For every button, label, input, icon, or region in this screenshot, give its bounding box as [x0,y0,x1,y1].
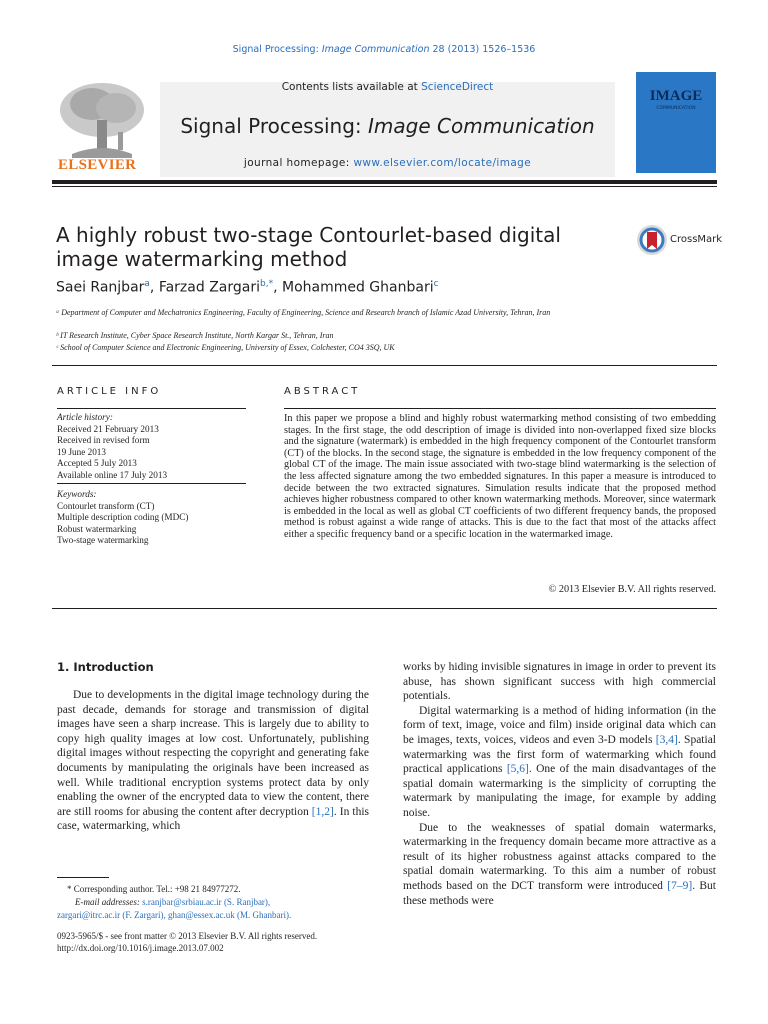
email-link[interactable]: ghan@essex.ac.uk [167,909,235,920]
keywords-label: Keywords: [57,489,97,499]
banner-journal-title: Signal Processing: Image Communication [180,114,595,138]
elsevier-wordmark: ELSEVIER [58,157,137,173]
corresponding-author: * Corresponding author. Tel.: +98 21 84977272. [67,884,241,894]
abstract-rule [284,408,716,409]
affiliation-b: ᵇ IT Research Institute, Cyber Space Research Institute, North Kargar St., Tehran, Iran [56,331,334,340]
affiliation-c: ᶜ School of Computer Science and Electronic Engineering, University of Essex, Colchester, CO4 3SQ, UK [56,343,395,352]
history-item: Received 21 February 2013 [57,423,159,434]
sciencedirect-link[interactable]: ScienceDirect [421,81,494,93]
intro-paragraph-continued: works by hiding invisible signatures in image in order to prevent its abuse, has shown significant success with high commercial potentials. [403,661,716,703]
author-name: Mohammed Ghanbari [281,279,434,296]
citation-journal: Signal Processing: [232,44,319,55]
footnotes [57,883,369,921]
keyword-item: Multiple description coding (MDC) [57,512,189,523]
crossmark-label[interactable]: CrossMark [670,234,723,245]
info-rule [57,408,246,409]
author-affil-sup[interactable]: c [433,279,439,289]
email-line-2: zargari@itrc.ac.ir (F. Zargari), ghan@essex.ac.uk (M. Ghanbari). [57,909,292,920]
keyword-item: Robust watermarking [57,523,137,534]
intro-paragraph-2: Digital watermarking is a method of hiding information (in the form of text, image, voice and film) inside original data which can be images, texts, voices, videos and even 3-D models [3,4]. Spatial watermarking was the first form of watermarking which found practical applications [5,6]. One of the main disadvantages of the spatial domain watermarking is the simplicity of corrupting the watermark by manipulating the image, for example by adding noise. [403,704,717,819]
right-column [403,660,716,908]
author-name: Saei Ranjbar [56,279,145,296]
email-link[interactable]: zargari@itrc.ac.ir [57,909,121,920]
citation-volume: 28 (2013) 1526–1536 [432,44,536,55]
citation-ref-1-2[interactable]: [1,2] [311,805,334,818]
history-item: Available online 17 July 2013 [57,469,168,480]
author-affil-sup[interactable]: b,* [260,279,274,289]
citation-ref-7-9[interactable]: [7–9] [667,879,693,892]
section-rule [52,365,717,366]
affiliation-a: ᵃ Department of Computer and Mechatronics Engineering, Faculty of Engineering, Science and Research branch of Islamic Azad University, Tehran, Iran [56,308,551,317]
cover-subtitle: COMMUNICATION [656,106,696,111]
citation-journal-italic: Image Communication [321,44,430,55]
intro-heading: 1. Introduction [57,660,154,674]
author-affil-sup[interactable]: a [144,279,150,289]
abstract-copyright: © 2013 Elsevier B.V. All rights reserved. [548,584,716,595]
history-item: Accepted 5 July 2013 [57,458,137,469]
journal-citation[interactable] [0,44,768,55]
history-rule [57,483,246,484]
issn-line: 0923-5965/$ - see front matter © 2013 Elsevier B.V. All rights reserved. [57,931,318,941]
email-link[interactable]: s.ranjbar@srbiau.ac.ir [142,896,222,907]
header-thin-rule [52,186,717,187]
intro-paragraph-3: Due to the weaknesses of spatial domain watermarks, watermarking in the frequency domain became more attractive as a result of its higher robustness against attacks compared to the spatial domain watermarking. To this aim a number of robust methods based on the DCT transform were introduced [7–9]. But these methods were [403,821,716,907]
article-history [57,412,247,482]
history-item: 19 June 2013 [57,446,106,457]
keyword-item: Contourlet transform (CT) [57,500,155,511]
footnote-rule [57,877,109,878]
keyword-item: Two-stage watermarking [57,535,149,546]
history-item: Received in revised form [57,435,150,446]
cover-title: IMAGE [649,88,703,104]
homepage-link[interactable]: www.elsevier.com/locate/image [353,157,532,169]
header-thick-rule [52,180,717,184]
email-line-1: E-mail addresses: s.ranjbar@srbiau.ac.ir (S. Ranjbar), [75,896,271,907]
intro-paragraph-1: Due to developments in the digital image technology during the past decade, demands for storage and transmission of digital images have seen a sharp increase. This is largely due to ability to copy high quality images at low cost. Unfortunately, publishing digital images without respecting the copyright and generating fake documents by manipulating the originals have been increased as well. While traditional encryption systems protect data by only enabling the owner of the encrypted data to view the content, there are still rooms for abusing the content after decryption [1,2]. In this case, watermarking, which [57,689,369,833]
paper-title: A highly robust two-stage Contourlet-based digital image watermarking method [56,223,561,271]
history-label: Article history: [57,412,113,422]
citation-ref-5-6[interactable]: [5,6] [506,763,529,776]
author-name: Farzad Zargari [158,279,260,296]
abstract-body: In this paper we propose a blind and highly robust watermarking method consisting of two embedding stages. In the first stage, the odd description of image is divided into non-overlapped fixed size blocks and the signature (watermark) is embedded in the high frequency component of the Contourlet transform (CT) of the blocks. In the second stage, the signature is embedded in the low frequency component of the global CT of the image. The main issue associated with two-stage blind watermarking is the selection of the less affected signature among the two embedded signatures. In this paper a measure is introduced to decide between the two extracted signatures. Simulation results indicate that the proposed method achieves higher robustness compared to other known watermarking methods. Moreover, since watermark is embedded in the local as well as global CT coefficients of two different frequency bands, the proposed method is robust against a wide range of attacks. This is due to the fact that most of the attacks affect either a specific frequency band or a specific location in the watermarked image. [284,413,716,540]
author-list: Saei Ranjbar$^a$, Farzad Zargari$^{b,*}$, Mohammed Ghanbari$^c$ [56,279,439,296]
doi-link[interactable]: http://dx.doi.org/10.1016/j.image.2013.07.002 [57,943,224,954]
crossmark-icon[interactable] [636,224,668,256]
contents-line: Contents lists available at ScienceDirect [281,81,494,93]
citation-ref-3-4[interactable]: [3,4] [655,733,678,746]
keywords [57,489,247,547]
abstract-end-rule [52,608,717,609]
abstract-heading: ABSTRACT [284,386,361,397]
journal-homepage: journal homepage: www.elsevier.com/locate/image [243,157,532,169]
front-matter [57,930,387,955]
article-info-heading: ARTICLE INFO [57,386,162,397]
